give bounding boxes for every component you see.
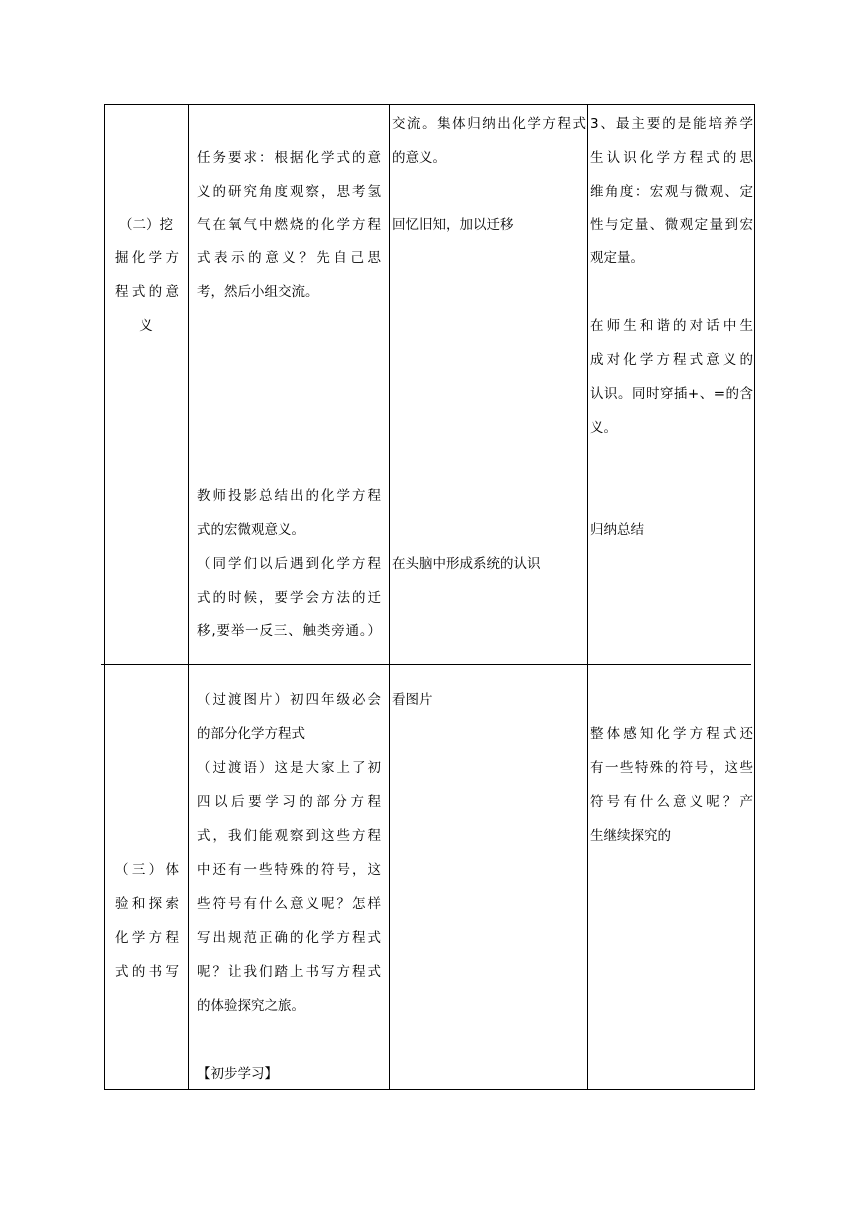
column-divider-1 — [188, 104, 189, 1090]
intent-line: 观定量。 — [590, 250, 644, 266]
teacher-line: 呢？让我们踏上书写方程式 — [197, 964, 381, 980]
column-divider-2 — [389, 104, 390, 1090]
table-border-top — [104, 104, 755, 105]
teacher-line: 式表示的意义？先自己思 — [197, 250, 381, 266]
student-line: 交流。集体归纳出化学方程式 — [392, 116, 586, 132]
stage-line: 式的书写 — [115, 964, 179, 980]
teacher-line: 的体验探究之旅。 — [197, 998, 305, 1014]
teacher-line: （同学们以后遇到化学方程 — [197, 556, 381, 572]
intent-line: 成对化学方程式意义的 — [590, 352, 753, 368]
intent-line: 3、最主要的是能培养学 — [590, 116, 753, 132]
intent-line: 有一些特殊的符号，这些 — [590, 760, 753, 776]
student-line: 在头脑中形成系统的认识 — [392, 556, 541, 572]
teacher-line: 些符号有什么意义呢？怎样 — [197, 896, 381, 912]
intent-line: 义。 — [590, 420, 617, 436]
column-divider-3 — [587, 104, 588, 1090]
teacher-line: 气在氧气中燃烧的化学方程 — [197, 217, 381, 233]
teacher-line: 四以后要学习的部分方程 — [197, 794, 381, 810]
teacher-line: 的部分化学方程式 — [197, 726, 305, 742]
teacher-line: 移,要举一反三、触类旁通。） — [197, 623, 381, 639]
stage-line: 程式的意 — [115, 284, 179, 300]
teacher-line: 式的时候，要学会方法的迁 — [197, 590, 381, 606]
intent-line: 生继续探究的 — [590, 828, 671, 844]
teacher-line: 任务要求：根据化学式的意 — [197, 150, 381, 166]
stage-line: 化学方程 — [115, 930, 179, 946]
stage-line: （二）挖 — [119, 217, 173, 233]
intent-line: 在师生和谐的对话中生 — [590, 318, 753, 334]
intent-line: 整体感知化学方程式还 — [590, 726, 753, 742]
student-line: 回忆旧知，加以迁移 — [392, 217, 514, 233]
student-line: 看图片 — [392, 692, 433, 708]
intent-line: 符号有什么意义呢？产 — [590, 794, 753, 810]
intent-line: 性与定量、微观定量到宏 — [590, 217, 753, 233]
teacher-line: 式，我们能观察到这些方程 — [197, 828, 381, 844]
student-line: 的意义。 — [392, 150, 446, 166]
teacher-line: 义的研究角度观察，思考氢 — [197, 184, 381, 200]
intent-line: 归纳总结 — [590, 522, 644, 538]
intent-line: 生认识化学方程式的思 — [590, 150, 753, 166]
teacher-line: （过渡图片）初四年级必会 — [197, 692, 381, 708]
teacher-line: 教师投影总结出的化学方程 — [197, 488, 381, 504]
stage-line: （三）体 — [115, 862, 179, 878]
teacher-line: （过渡语）这是大家上了初 — [197, 760, 381, 776]
teacher-line: 考，然后小组交流。 — [197, 284, 319, 300]
intent-line: 维角度：宏观与微观、定 — [590, 184, 753, 200]
row-divider — [101, 664, 751, 665]
stage-line: 验和探索 — [115, 896, 179, 912]
table-border-left — [104, 104, 105, 1090]
teacher-line: 式的宏微观意义。 — [197, 522, 305, 538]
stage-line: 掘化学方 — [115, 250, 179, 266]
table-border-bottom — [104, 1089, 755, 1090]
teacher-line: 中还有一些特殊的符号，这 — [197, 862, 381, 878]
intent-line: 认识。同时穿插+、=的含 — [590, 386, 753, 402]
table-border-right — [754, 104, 755, 1090]
stage-line: 义 — [139, 318, 153, 334]
teacher-line: 写出规范正确的化学方程式 — [197, 930, 381, 946]
teacher-line: 【初步学习】 — [197, 1066, 278, 1082]
